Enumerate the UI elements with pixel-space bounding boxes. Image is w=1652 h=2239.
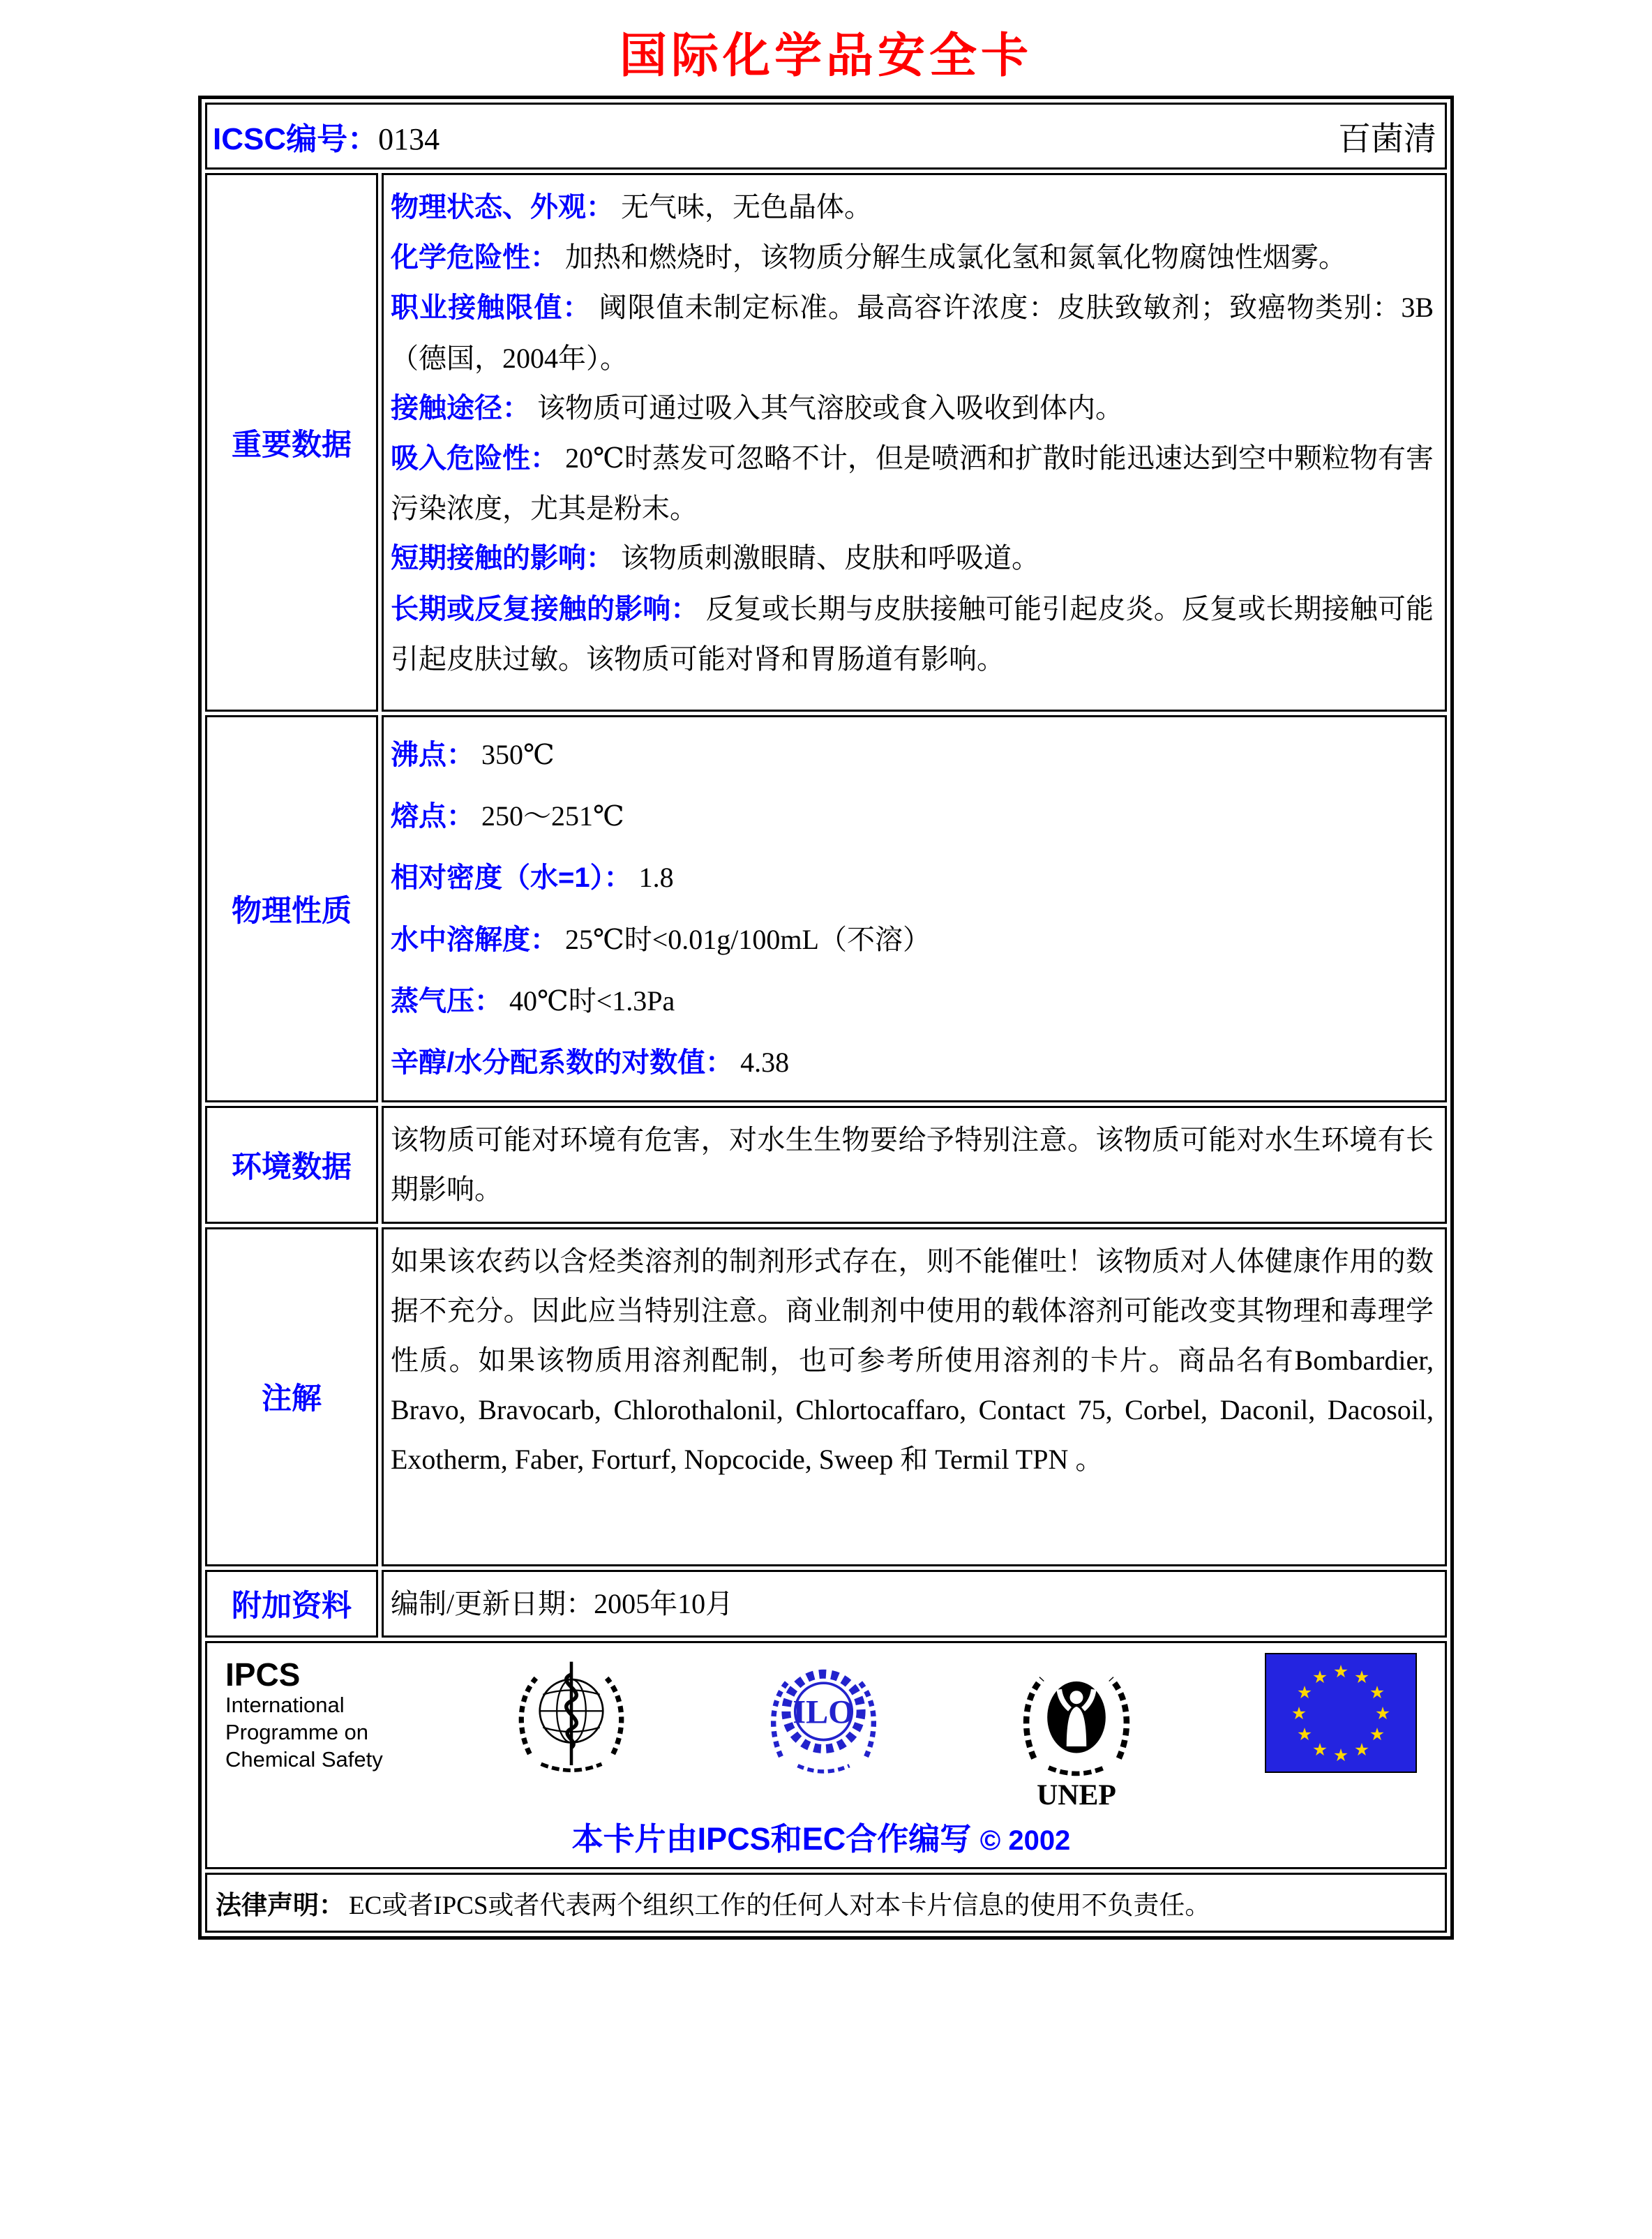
important-item xyxy=(391,182,1434,232)
physical-item xyxy=(391,909,1434,971)
field-value: 2005年10月 xyxy=(594,1587,734,1619)
important-data-content xyxy=(382,173,1447,712)
additional-info-content xyxy=(382,1570,1447,1638)
row-notes xyxy=(205,1227,1447,1566)
ilo-letters: ILO xyxy=(793,1693,855,1731)
field-label: 短期接触的影响： xyxy=(391,543,614,574)
row-important-data xyxy=(205,173,1447,712)
field-value: 阈限值未制定标准。最高容许浓度：皮肤致敏剂；致癌物类别：3B（德国，2004年）。 xyxy=(391,292,1434,374)
credit-text: 本卡片由IPCS和EC合作编写 xyxy=(571,1820,972,1857)
field-value: 20℃时蒸发可忽略不计，但是喷洒和扩散时能迅速达到空中颗粒物有害污染浓度，尤其是粉末。 xyxy=(391,442,1434,525)
field-label: 熔点： xyxy=(391,801,474,832)
section-label-additional-info: 附加资料 xyxy=(205,1570,378,1638)
environmental-data-text: 该物质可能对环境有危害，对水生生物要给予特别注意。该物质可能对水生环境有长期影响。 xyxy=(391,1124,1434,1206)
legal-text: EC或者IPCS或者代表两个组织工作的任何人对本卡片信息的使用不负责任。 xyxy=(349,1891,1211,1920)
field-label: 化学危险性： xyxy=(391,242,558,274)
field-value: 1.8 xyxy=(638,862,674,894)
physical-item xyxy=(391,724,1434,786)
ipcs-acronym: IPCS xyxy=(225,1656,301,1693)
important-item xyxy=(391,433,1434,533)
physical-properties-content xyxy=(382,715,1447,1102)
field-value: 350℃ xyxy=(481,739,555,770)
field-value: 无气味，无色晶体。 xyxy=(621,191,872,223)
icsc-number-group xyxy=(213,114,440,158)
field-label: 沸点： xyxy=(391,740,474,770)
row-legal xyxy=(205,1873,1447,1933)
ipcs-line1: International xyxy=(225,1693,345,1718)
field-label: 接触途径： xyxy=(391,392,530,424)
unep-caption: UNEP xyxy=(1037,1779,1117,1812)
field-label: 蒸气压： xyxy=(391,985,502,1017)
section-label-physical-properties: 物理性质 xyxy=(205,715,378,1102)
section-label-important-data: 重要数据 xyxy=(205,173,378,712)
row-physical-properties xyxy=(205,715,1447,1102)
row-additional-info xyxy=(205,1570,1447,1638)
physical-item xyxy=(391,971,1434,1032)
icsc-number-value: 0134 xyxy=(378,122,440,156)
field-label: 相对密度（水=1）： xyxy=(391,862,632,894)
header-cell xyxy=(205,103,1447,170)
ipcs-line2: Programme on xyxy=(225,1720,369,1745)
unep-emblem-icon xyxy=(1010,1653,1143,1813)
field-label: 编制/更新日期： xyxy=(391,1587,594,1619)
credit-line xyxy=(225,1813,1417,1862)
logos-cell xyxy=(205,1641,1447,1869)
field-value: 250～251℃ xyxy=(481,800,624,832)
field-value: 该物质可通过吸入其气溶胶或食入吸收到体内。 xyxy=(537,391,1123,424)
important-item xyxy=(391,232,1434,283)
field-label: 长期或反复接触的影响： xyxy=(391,593,699,624)
notes-text: 如果该农药以含烃类溶剂的制剂形式存在，则不能催吐！该物质对人体健康作用的数据不充分。因此应当特别注意。商业制剂中使用的载体溶剂可能改变其物理和毒理学性质。如果该物质用溶剂配制，也可参考所使用溶剂的卡片。商品名有Bombardier, Bravo, Bravocarb, Chlorothalonil, Chlortocaffaro, Contact 75, Corbel, Daconil, Dacosoil, Exotherm, Faber, Forturf, Nopcocide, Sweep 和 Termil TPN 。 xyxy=(391,1245,1434,1476)
eu-flag-icon xyxy=(1265,1653,1417,1773)
field-value: 反复或长期与皮肤接触可能引起皮炎。反复或长期接触可能引起皮肤过敏。该物质可能对肾和胃肠道有影响。 xyxy=(391,592,1434,675)
icsc-number-label: ICSC编号： xyxy=(213,122,379,156)
additional-info-line xyxy=(391,1579,733,1628)
row-header xyxy=(205,103,1447,170)
field-value: 40℃时<1.3Pa xyxy=(509,984,675,1017)
page-title: 国际化学品安全卡 xyxy=(619,29,1032,84)
substance-name: 百菌清 xyxy=(1338,121,1436,158)
field-value: 该物质刺激眼睛、皮肤和呼吸道。 xyxy=(621,542,1039,574)
ilo-emblem-icon xyxy=(759,1653,888,1785)
field-value: 加热和燃烧时，该物质分解生成氯化氢和氮氧化物腐蚀性烟雾。 xyxy=(565,241,1346,274)
row-environmental-data xyxy=(205,1106,1447,1223)
copyright-text: © 2002 xyxy=(979,1825,1071,1856)
field-label: 职业接触限值： xyxy=(391,292,592,324)
legal-label: 法律声明： xyxy=(216,1890,345,1919)
important-item xyxy=(391,533,1434,583)
who-emblem-icon xyxy=(505,1653,638,1785)
physical-item xyxy=(391,1032,1434,1093)
field-label: 吸入危险性： xyxy=(391,442,559,474)
field-label: 物理状态、外观： xyxy=(391,192,614,223)
icsc-card xyxy=(198,96,1454,1940)
important-item xyxy=(391,283,1434,382)
notes-content xyxy=(382,1227,1447,1566)
field-label: 辛醇/水分配系数的对数值： xyxy=(391,1047,734,1078)
legal-cell xyxy=(205,1873,1447,1933)
logos-strip xyxy=(225,1653,1417,1813)
row-logos xyxy=(205,1641,1447,1869)
ipcs-wordmark xyxy=(225,1653,383,1774)
section-label-notes: 注解 xyxy=(205,1227,378,1566)
field-value: 4.38 xyxy=(740,1046,790,1078)
important-item xyxy=(391,584,1434,684)
environmental-data-content xyxy=(382,1106,1447,1223)
field-value: 25℃时<0.01g/100mL（不溶） xyxy=(565,923,931,955)
important-item xyxy=(391,383,1434,433)
field-label: 水中溶解度： xyxy=(391,924,558,955)
physical-item xyxy=(391,786,1434,847)
section-label-environmental-data: 环境数据 xyxy=(205,1106,378,1223)
ipcs-line3: Chemical Safety xyxy=(225,1746,383,1772)
physical-item xyxy=(391,847,1434,908)
